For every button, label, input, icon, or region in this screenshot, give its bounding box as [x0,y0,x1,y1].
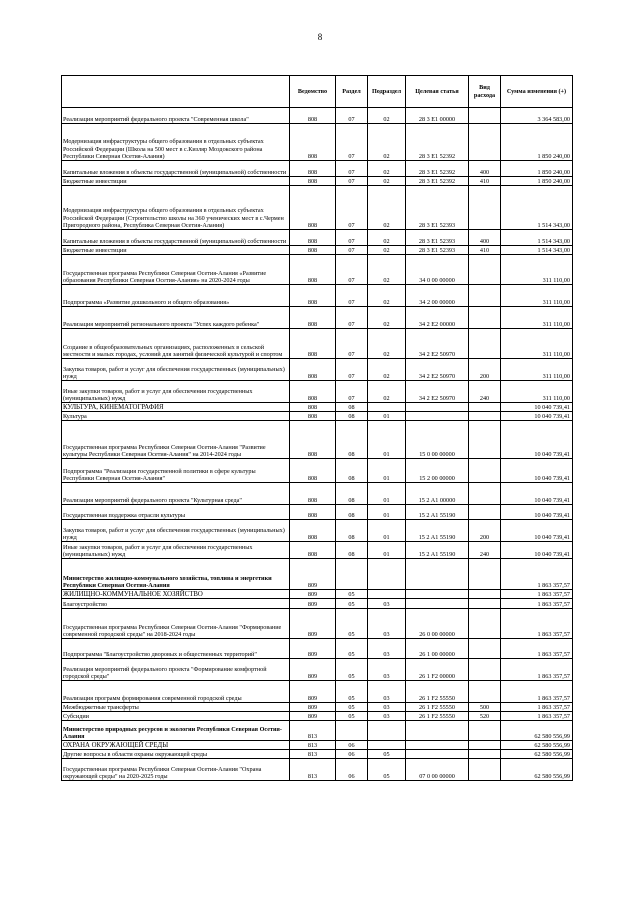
cell-target-article: 26 0 00 00000 [406,609,469,639]
cell-expense-type [469,559,501,590]
cell-target-article: 26 1 F2 55550 [406,712,469,721]
cell-expense-type [469,483,501,505]
cell-sum: 1 863 357,57 [501,681,573,703]
cell-podrazdel: 02 [368,307,406,329]
cell-target-article: 07 0 00 00000 [406,759,469,781]
table-row [62,590,573,599]
cell-podrazdel: 02 [368,381,406,403]
header-target-article: Целевая статья [406,76,469,108]
cell-razdel: 05 [336,703,368,712]
cell-name: Подпрограмма «Развитие дошкольного и общего образования» [62,285,290,307]
cell-podrazdel: 03 [368,609,406,639]
cell-razdel [336,559,368,590]
cell-target-article: 34 2 E2 50970 [406,329,469,359]
cell-podrazdel: 02 [368,246,406,255]
cell-razdel: 07 [336,329,368,359]
cell-name: Благоустройство [62,599,290,609]
cell-name: Государственная программа Республики Северная Осетия-Алания «Развитие образования Республики Северная Осетия-Алания» на 2020-2024 годы [62,255,290,285]
cell-razdel: 07 [336,161,368,177]
cell-name: Капитальные вложения в объекты государственной (муниципальной) собственности [62,230,290,246]
cell-razdel: 07 [336,108,368,124]
cell-expense-type [469,750,501,759]
cell-vedomstvo: 808 [290,124,336,161]
cell-name: Иные закупки товаров, работ и услуг для обеспечения государственных (муниципальных) нужд [62,381,290,403]
cell-podrazdel: 02 [368,255,406,285]
table-row [62,759,573,781]
cell-vedomstvo: 808 [290,359,336,381]
cell-razdel: 05 [336,590,368,599]
cell-name: Реализация мероприятий федерального проекта "Культурная среда" [62,483,290,505]
cell-target-article: 28 3 E1 52393 [406,186,469,230]
cell-vedomstvo: 808 [290,246,336,255]
table-row [62,403,573,412]
cell-expense-type [469,639,501,659]
cell-target-article [406,721,469,741]
table-row [62,721,573,741]
cell-podrazdel: 02 [368,124,406,161]
cell-name: Государственная поддержка отрасли культуры [62,505,290,520]
table-row [62,681,573,703]
cell-target-article: 15 2 A1 55190 [406,520,469,542]
cell-name: Бюджетные инвестиции [62,246,290,255]
cell-razdel: 07 [336,124,368,161]
table-row [62,285,573,307]
cell-razdel: 08 [336,505,368,520]
cell-expense-type: 240 [469,381,501,403]
cell-target-article: 26 1 F2 00000 [406,659,469,681]
cell-name: Закупка товаров, работ и услуг для обеспечения государственных (муниципальных) нужд [62,520,290,542]
cell-razdel: 05 [336,659,368,681]
cell-sum: 1 850 240,00 [501,161,573,177]
cell-expense-type [469,412,501,421]
cell-target-article: 15 2 A1 55190 [406,505,469,520]
cell-name: Государственная программа Республики Северная Осетия-Алания "Формирование современной городской среды" на 2018-2024 годы [62,609,290,639]
table-row [62,741,573,750]
cell-vedomstvo: 808 [290,255,336,285]
cell-sum: 1 514 343,00 [501,246,573,255]
cell-razdel: 08 [336,412,368,421]
cell-target-article: 26 1 F2 55550 [406,681,469,703]
cell-sum: 1 863 357,57 [501,659,573,681]
cell-vedomstvo: 808 [290,520,336,542]
table-row [62,459,573,483]
cell-sum: 1 863 357,57 [501,609,573,639]
cell-target-article [406,559,469,590]
cell-expense-type [469,307,501,329]
table-row [62,639,573,659]
cell-vedomstvo: 808 [290,421,336,459]
cell-vedomstvo: 808 [290,459,336,483]
cell-name: Бюджетные инвестиции [62,177,290,186]
cell-sum: 311 110,00 [501,285,573,307]
cell-expense-type: 240 [469,542,501,559]
cell-expense-type [469,459,501,483]
cell-razdel: 08 [336,520,368,542]
cell-target-article: 34 2 E2 50970 [406,359,469,381]
cell-vedomstvo: 813 [290,721,336,741]
table-row [62,177,573,186]
cell-podrazdel: 02 [368,230,406,246]
cell-target-article: 26 1 00 00000 [406,639,469,659]
cell-expense-type: 500 [469,703,501,712]
cell-name: Модернизация инфраструктуры общего образования в отдельных субъектах Российской Федерации (Школа на 500 мест в с.Кизляр Моздокского района Республики Северная Осетия-Алания) [62,124,290,161]
cell-expense-type [469,108,501,124]
cell-sum: 311 110,00 [501,381,573,403]
cell-podrazdel: 03 [368,703,406,712]
cell-target-article: 28 3 E1 00000 [406,108,469,124]
table-row [62,421,573,459]
cell-vedomstvo: 809 [290,703,336,712]
cell-target-article: 15 0 00 00000 [406,421,469,459]
cell-name: Реализация мероприятий федерального проекта "Современная школа" [62,108,290,124]
cell-expense-type [469,599,501,609]
cell-target-article: 15 2 00 00000 [406,459,469,483]
cell-target-article: 34 2 00 00000 [406,285,469,307]
cell-vedomstvo: 808 [290,177,336,186]
cell-name: Культура [62,412,290,421]
cell-vedomstvo: 808 [290,108,336,124]
cell-name: Реализация мероприятий федерального проекта "Формирование комфортной городской среды" [62,659,290,681]
cell-sum: 10 040 739,41 [501,421,573,459]
cell-razdel: 06 [336,759,368,781]
cell-sum: 1 863 357,57 [501,703,573,712]
cell-target-article: 34 0 00 00000 [406,255,469,285]
table-row [62,359,573,381]
cell-podrazdel: 02 [368,285,406,307]
cell-sum: 10 040 739,41 [501,483,573,505]
cell-podrazdel: 02 [368,108,406,124]
cell-target-article [406,590,469,599]
cell-target-article [406,750,469,759]
cell-name: Капитальные вложения в объекты государственной (муниципальной) собственности [62,161,290,177]
cell-vedomstvo: 808 [290,483,336,505]
cell-expense-type: 520 [469,712,501,721]
table-row [62,381,573,403]
cell-target-article [406,599,469,609]
cell-sum: 1 514 343,00 [501,186,573,230]
cell-sum: 10 040 739,41 [501,520,573,542]
cell-expense-type [469,681,501,703]
cell-expense-type: 200 [469,520,501,542]
cell-name: Государственная программа Республики Северная Осетия-Алания "Развитие культуры Республики Северная Осетия-Алания" на 2014-2024 годы [62,421,290,459]
table-row [62,108,573,124]
cell-podrazdel: 01 [368,505,406,520]
cell-name: ОХРАНА ОКРУЖАЮЩЕЙ СРЕДЫ [62,741,290,750]
cell-razdel: 07 [336,246,368,255]
cell-vedomstvo: 813 [290,759,336,781]
cell-razdel: 05 [336,599,368,609]
cell-podrazdel: 05 [368,759,406,781]
table-row [62,412,573,421]
cell-sum: 10 040 739,41 [501,403,573,412]
cell-sum: 62 580 556,99 [501,741,573,750]
cell-vedomstvo: 809 [290,639,336,659]
cell-expense-type [469,403,501,412]
cell-sum: 3 364 583,00 [501,108,573,124]
cell-vedomstvo: 813 [290,741,336,750]
cell-podrazdel: 02 [368,161,406,177]
cell-target-article: 28 3 E1 52392 [406,161,469,177]
cell-podrazdel: 01 [368,421,406,459]
cell-name: Субсидии [62,712,290,721]
cell-razdel: 08 [336,403,368,412]
cell-expense-type [469,741,501,750]
cell-target-article: 34 2 E2 00000 [406,307,469,329]
cell-target-article: 26 1 F2 55550 [406,703,469,712]
cell-name: Государственная программа Республики Северная Осетия-Алания "Охрана окружающей среды" на 2020-2025 годы [62,759,290,781]
cell-podrazdel: 02 [368,359,406,381]
cell-expense-type [469,590,501,599]
table-row [62,542,573,559]
cell-expense-type [469,505,501,520]
cell-vedomstvo: 808 [290,542,336,559]
header-name [62,76,290,108]
cell-expense-type: 400 [469,230,501,246]
cell-razdel: 05 [336,639,368,659]
cell-razdel: 05 [336,712,368,721]
cell-name: ЖИЛИЩНО-КОММУНАЛЬНОЕ ХОЗЯЙСТВО [62,590,290,599]
cell-podrazdel [368,559,406,590]
table-body [62,108,573,781]
cell-name: Министерство жилищно-коммунального хозяйства, топлива и энергетики Республики Северная Осетия-Алания [62,559,290,590]
cell-vedomstvo: 808 [290,186,336,230]
cell-razdel: 06 [336,741,368,750]
cell-razdel: 08 [336,459,368,483]
cell-target-article: 28 3 E1 52392 [406,177,469,186]
cell-sum: 1 850 240,00 [501,177,573,186]
table-row [62,703,573,712]
cell-sum: 311 110,00 [501,329,573,359]
cell-sum: 311 110,00 [501,359,573,381]
header-sum: Сумма изменения (+) [501,76,573,108]
cell-vedomstvo: 808 [290,403,336,412]
cell-vedomstvo: 809 [290,681,336,703]
cell-podrazdel [368,741,406,750]
cell-razdel: 07 [336,255,368,285]
table-row [62,161,573,177]
cell-name: Подпрограмма "Благоустройство дворовых и общественных территорий" [62,639,290,659]
budget-table [61,75,573,781]
cell-target-article [406,412,469,421]
header-expense-type: Вид расхода [469,76,501,108]
cell-podrazdel: 02 [368,186,406,230]
cell-podrazdel [368,590,406,599]
cell-podrazdel [368,721,406,741]
cell-razdel: 08 [336,421,368,459]
cell-name: Министерство природных ресурсов и экологии Республики Северная Осетия-Алания [62,721,290,741]
table-row [62,659,573,681]
cell-sum: 1 850 240,00 [501,124,573,161]
cell-sum: 1 514 343,00 [501,230,573,246]
cell-vedomstvo: 809 [290,590,336,599]
cell-target-article: 15 2 A1 00000 [406,483,469,505]
cell-razdel: 06 [336,750,368,759]
table-row [62,599,573,609]
cell-vedomstvo: 809 [290,599,336,609]
cell-target-article: 15 2 A1 55190 [406,542,469,559]
cell-podrazdel: 01 [368,483,406,505]
cell-name: Межбюджетные трансферты [62,703,290,712]
cell-vedomstvo: 808 [290,505,336,520]
table-row [62,246,573,255]
table-row [62,609,573,639]
cell-expense-type [469,659,501,681]
cell-podrazdel: 03 [368,681,406,703]
table-row [62,255,573,285]
cell-name: КУЛЬТУРА, КИНЕМАТОГРАФИЯ [62,403,290,412]
cell-target-article: 34 2 E2 50970 [406,381,469,403]
cell-target-article: 28 3 E1 52393 [406,246,469,255]
table-row [62,124,573,161]
cell-sum: 311 110,00 [501,307,573,329]
cell-expense-type [469,421,501,459]
cell-sum: 1 863 357,57 [501,599,573,609]
cell-razdel: 07 [336,186,368,230]
cell-expense-type: 410 [469,177,501,186]
cell-podrazdel: 02 [368,177,406,186]
cell-name: Подпрограмма "Реализация государственной политики в сфере культуры Республики Северная Осетия-Алания" [62,459,290,483]
cell-razdel: 07 [336,177,368,186]
cell-target-article [406,741,469,750]
cell-vedomstvo: 808 [290,161,336,177]
cell-target-article [406,403,469,412]
cell-podrazdel: 03 [368,639,406,659]
cell-vedomstvo: 808 [290,329,336,359]
cell-razdel: 08 [336,542,368,559]
cell-sum: 1 863 357,57 [501,712,573,721]
table-row [62,230,573,246]
cell-podrazdel: 03 [368,712,406,721]
cell-razdel: 07 [336,285,368,307]
cell-razdel [336,721,368,741]
cell-name: Иные закупки товаров, работ и услуг для обеспечения государственных (муниципальных) нужд [62,542,290,559]
cell-podrazdel: 05 [368,750,406,759]
cell-name: Другие вопросы в области охраны окружающей среды [62,750,290,759]
cell-sum: 62 580 556,99 [501,750,573,759]
cell-vedomstvo: 808 [290,285,336,307]
cell-expense-type [469,759,501,781]
cell-podrazdel: 01 [368,412,406,421]
cell-sum: 1 863 357,57 [501,559,573,590]
cell-target-article: 28 3 E1 52392 [406,124,469,161]
table-row [62,307,573,329]
table-row [62,559,573,590]
cell-name: Реализация программ формирования современной городской среды [62,681,290,703]
cell-podrazdel: 01 [368,542,406,559]
cell-expense-type [469,285,501,307]
cell-expense-type: 410 [469,246,501,255]
cell-target-article: 28 3 E1 52393 [406,230,469,246]
cell-vedomstvo: 809 [290,609,336,639]
cell-podrazdel: 03 [368,659,406,681]
cell-expense-type [469,124,501,161]
cell-sum: 1 863 357,57 [501,639,573,659]
cell-podrazdel: 03 [368,599,406,609]
header-podrazdel: Подраздел [368,76,406,108]
cell-sum: 1 863 357,57 [501,590,573,599]
cell-expense-type [469,721,501,741]
cell-vedomstvo: 809 [290,559,336,590]
cell-razdel: 08 [336,483,368,505]
cell-razdel: 07 [336,359,368,381]
cell-razdel: 05 [336,609,368,639]
table-row [62,750,573,759]
cell-vedomstvo: 808 [290,230,336,246]
cell-razdel: 07 [336,230,368,246]
header-razdel: Раздел [336,76,368,108]
cell-sum: 62 580 556,99 [501,759,573,781]
page-number: 8 [317,32,323,42]
cell-expense-type: 400 [469,161,501,177]
cell-podrazdel: 01 [368,520,406,542]
cell-razdel: 05 [336,681,368,703]
cell-sum: 10 040 739,41 [501,459,573,483]
cell-podrazdel: 01 [368,459,406,483]
table-row [62,520,573,542]
cell-razdel: 07 [336,381,368,403]
cell-sum: 62 580 556,99 [501,721,573,741]
cell-razdel: 07 [336,307,368,329]
cell-name: Модернизация инфраструктуры общего образования в отдельных субъектах Российской Федерации (Строительство школы на 360 ученических мест в с.Чермен Пригородного района, Республика Северная Осетия-Алания) [62,186,290,230]
cell-name: Создание в общеобразовательных организациях, расположенных в сельской местности и малых городах, условий для занятий физической культурой и спортом [62,329,290,359]
cell-expense-type [469,329,501,359]
cell-expense-type [469,609,501,639]
cell-vedomstvo: 809 [290,659,336,681]
cell-sum: 10 040 739,41 [501,505,573,520]
cell-name: Закупка товаров, работ и услуг для обеспечения государственных (муниципальных) нужд [62,359,290,381]
table-row [62,483,573,505]
cell-vedomstvo: 808 [290,412,336,421]
cell-sum: 10 040 739,41 [501,542,573,559]
table-header-row [62,76,573,108]
table-row [62,712,573,721]
cell-expense-type [469,255,501,285]
cell-expense-type [469,186,501,230]
cell-vedomstvo: 808 [290,307,336,329]
cell-vedomstvo: 808 [290,381,336,403]
cell-sum: 311 110,00 [501,255,573,285]
cell-podrazdel [368,403,406,412]
cell-podrazdel: 02 [368,329,406,359]
table-row [62,505,573,520]
cell-vedomstvo: 813 [290,750,336,759]
table-row [62,329,573,359]
cell-sum: 10 040 739,41 [501,412,573,421]
cell-expense-type: 200 [469,359,501,381]
cell-name: Реализация мероприятий регионального проекта "Успех каждого ребенка" [62,307,290,329]
table-row [62,186,573,230]
header-vedomstvo: Ведомство [290,76,336,108]
cell-vedomstvo: 809 [290,712,336,721]
